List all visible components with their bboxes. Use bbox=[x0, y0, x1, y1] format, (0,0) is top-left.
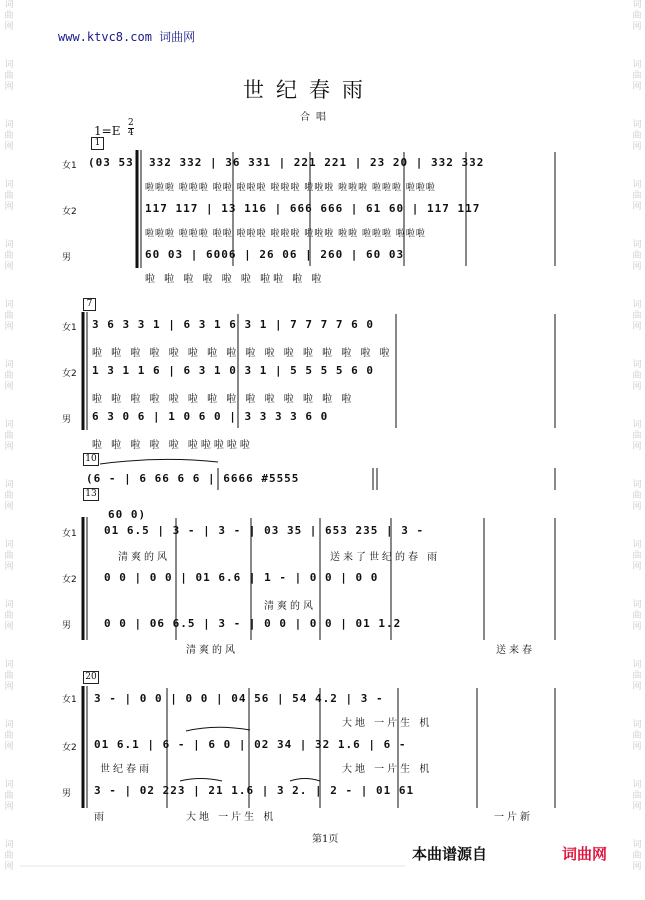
measure-number: 10 bbox=[83, 453, 99, 466]
part-label-female1: 女1 bbox=[62, 161, 77, 171]
part-label-female2: 女2 bbox=[62, 207, 77, 217]
part-label-male: 男 bbox=[62, 789, 72, 799]
source-label: 本曲谱源自 bbox=[412, 845, 488, 863]
lyric-female1: 大地 一片生 机 bbox=[342, 718, 433, 729]
measure-number: 1 bbox=[91, 137, 104, 150]
site-logo: 词曲网 bbox=[562, 845, 608, 863]
part-label-female1: 女1 bbox=[62, 695, 77, 705]
song-title: 世纪春雨 bbox=[243, 78, 375, 102]
page-number: 第1页 bbox=[312, 834, 339, 845]
notes-female1: 3 6 3 3 1 | 6 3 1 6 3 1 | 7 7 7 7 6 0 bbox=[92, 318, 375, 331]
notes-male: 3 - | 02 223 | 21 1.6 | 3 2. | 2 - | 01 61 bbox=[94, 784, 415, 797]
measure-number: 13 bbox=[83, 488, 99, 501]
side-watermark-right: 词 曲 网 词 曲 网 词 曲 网 词 曲 网 词 曲 网 词 曲 网 词 曲 网 词 曲 网 词 曲 网 词 曲 网 词 曲 网 词 曲 网 词 曲 网 词 曲 网 词 曲 网 bbox=[632, 0, 642, 872]
lyric-female1: 啦 啦 啦 啦 啦 啦 啦 啦 啦 啦 啦 啦 啦 啦 啦 啦 bbox=[92, 348, 393, 359]
measure-number: 20 bbox=[83, 671, 99, 684]
lyric-male-2: 大地 一片生 机 bbox=[186, 812, 277, 823]
lyric-female1: 啦啦啦 啦啦啦 啦啦 啦啦啦 啦啦啦 啦啦啦 啦啦啦 啦啦啦 啦啦啦 bbox=[145, 183, 436, 193]
part-label-female1: 女1 bbox=[62, 529, 77, 539]
lyric-female2: 啦 啦 啦 啦 啦 啦 啦 啦 啦 啦 啦 啦 啦 啦 bbox=[92, 394, 355, 405]
lyric-male: 啦 啦 啦 啦 啦 啦 啦啦 啦 啦 bbox=[145, 274, 325, 285]
lyric-female2: 啦啦啦 啦啦啦 啦啦 啦啦啦 啦啦啦 啦啦啦 啦啦 啦啦啦 啦啦啦 bbox=[145, 229, 426, 239]
part-label-female2: 女2 bbox=[62, 743, 77, 753]
notes-intro-tail: 60 0) bbox=[108, 508, 147, 521]
song-subtitle: 合唱 bbox=[300, 112, 332, 123]
notes-male: 6 3 0 6 | 1 0 6 0 | 3 3 3 3 6 0 bbox=[92, 410, 329, 423]
lyric-female1: 清爽的风 bbox=[118, 552, 170, 563]
lyric-female2-2: 大地 一片生 机 bbox=[342, 764, 433, 775]
part-label-male: 男 bbox=[62, 621, 72, 631]
part-label-male: 男 bbox=[62, 415, 72, 425]
part-label-female1: 女1 bbox=[62, 323, 77, 333]
side-watermark-left: 词 曲 网 词 曲 网 词 曲 网 词 曲 网 词 曲 网 词 曲 网 词 曲 网 词 曲 网 词 曲 网 词 曲 网 词 曲 网 词 曲 网 词 曲 网 词 曲 网 词 曲 网 bbox=[4, 0, 14, 872]
lyric-male: 清爽的风 bbox=[186, 645, 238, 656]
time-signature: $\frac{2}{4}$ bbox=[128, 118, 134, 138]
lyric-male-3: 一片新 bbox=[494, 812, 533, 823]
part-label-female2: 女2 bbox=[62, 575, 77, 585]
notes-intro: (6 - | 6 66 6 6 | 6666 #5555 bbox=[86, 472, 300, 485]
lyric-female1-2: 送来了世纪的春 雨 bbox=[330, 552, 441, 563]
measure-number: 7 bbox=[83, 298, 96, 311]
part-label-male: 男 bbox=[62, 253, 72, 263]
notes-female2: 117 117 | 13 116 | 666 666 | 61 60 | 117 117 bbox=[145, 202, 481, 215]
notes-male: 60 03 | 6006 | 26 06 | 260 | 60 03 bbox=[145, 248, 405, 261]
lyric-male: 雨 bbox=[94, 812, 107, 823]
notes-female2: 1 3 1 1 6 | 6 3 1 0 3 1 | 5 5 5 5 6 0 bbox=[92, 364, 375, 377]
notes-female1: 3 - | 0 0 | 0 0 | 04 56 | 54 4.2 | 3 - bbox=[94, 692, 384, 705]
notes-male: 0 0 | 06 6.5 | 3 - | 0 0 | 0 0 | 01 1.2 bbox=[104, 617, 402, 630]
part-label-female2: 女2 bbox=[62, 369, 77, 379]
lyric-male: 啦 啦 啦 啦 啦 啦啦啦啦啦 bbox=[92, 440, 253, 451]
lyric-male-2: 送来春 bbox=[496, 645, 535, 656]
lyric-female2: 世纪春雨 bbox=[100, 764, 152, 775]
key-signature: 1=E bbox=[94, 124, 121, 138]
lyric-female2: 清爽的风 bbox=[264, 601, 316, 612]
notes-female1: (03 53) 332 332 | 36 331 | 221 221 | 23 20 | 332 332 bbox=[88, 156, 485, 169]
notes-female2: 01 6.1 | 6 - | 6 0 | 02 34 | 32 1.6 | 6 - bbox=[94, 738, 407, 751]
notes-female1: 01 6.5 | 3 - | 3 - | 03 35 | 653 235 | 3 - bbox=[104, 524, 425, 537]
notes-female2: 0 0 | 0 0 | 01 6.6 | 1 - | 0 0 | 0 0 bbox=[104, 571, 379, 584]
site-watermark: www.ktvc8.com 词曲网 bbox=[58, 30, 196, 44]
